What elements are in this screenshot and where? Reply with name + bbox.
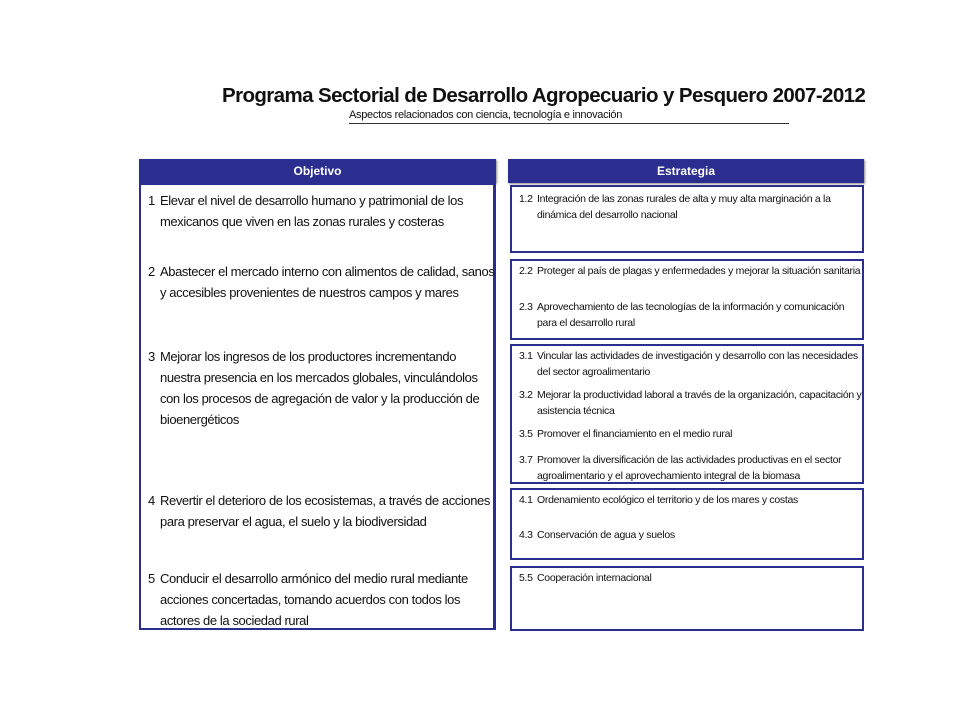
- estrategia-item: [519, 452, 864, 484]
- estrategia-item: [519, 299, 864, 331]
- objetivo-header: Objetivo: [139, 159, 496, 183]
- estrategia-number: 1.2: [519, 193, 533, 205]
- estrategia-text: Integración de las zonas rurales de alta y muy alta marginación a la dinámica del desarrollo nacional: [537, 193, 831, 221]
- objetivo-number: 3: [148, 349, 155, 364]
- estrategia-number: 2.2: [519, 265, 533, 277]
- estrategia-number: 4.3: [519, 529, 533, 541]
- estrategia-item: [519, 191, 864, 223]
- objetivo-text: Conducir el desarrollo armónico del medio rural mediante acciones concertadas, tomando acuerdos con todos los actores de la sociedad rural: [160, 571, 468, 628]
- objetivo-number: 1: [148, 193, 155, 208]
- estrategia-text: Vincular las actividades de investigación y desarrollo con las necesidades del sector agroalimentario: [537, 350, 858, 378]
- objetivo-text: Elevar el nivel de desarrollo humano y patrimonial de los mexicanos que viven en las zonas rurales y costeras: [160, 193, 464, 229]
- estrategia-number: 4.1: [519, 494, 533, 506]
- estrategia-item: [519, 492, 864, 508]
- estrategia-number: 3.1: [519, 350, 533, 362]
- estrategia-number: 5.5: [519, 572, 533, 584]
- estrategia-number: 3.7: [519, 454, 533, 466]
- estrategia-text: Cooperación internacional: [537, 572, 652, 584]
- objetivo-number: 2: [148, 264, 155, 279]
- objetivo-text: Mejorar los ingresos de los productores incrementando nuestra presencia en los mercados globales, vinculándolos con los procesos de agregación de valor y la producción de bioenergéticos: [160, 349, 480, 427]
- estrategia-text: Promover el financiamiento en el medio rural: [537, 428, 733, 440]
- estrategia-item: [519, 426, 864, 442]
- objetivo-item: [148, 346, 496, 430]
- estrategia-item: [519, 570, 864, 586]
- estrategia-item: [519, 348, 864, 380]
- objetivo-item: [148, 490, 496, 532]
- estrategia-text: Mejorar la productividad laboral a través de la organización, capacitación y asistencia técnica: [537, 389, 862, 417]
- objetivo-text: Abastecer el mercado interno con alimentos de calidad, sanos y accesibles provenientes de nuestros campos y mares: [160, 264, 495, 300]
- objetivo-item: [148, 568, 496, 631]
- estrategia-header: Estrategia: [508, 159, 864, 183]
- objetivo-text: Revertir el deterioro de los ecosistemas, a través de acciones para preservar el agua, el suelo y la biodiversidad: [160, 493, 490, 529]
- estrategia-number: 3.2: [519, 389, 533, 401]
- objetivo-number: 4: [148, 493, 155, 508]
- estrategia-text: Conservación de agua y suelos: [537, 529, 675, 541]
- estrategia-number: 2.3: [519, 301, 533, 313]
- objetivo-item: [148, 190, 496, 232]
- estrategia-text: Aprovechamiento de las tecnologías de la información y comunicación para el desarrollo rural: [537, 301, 845, 329]
- objetivo-number: 5: [148, 571, 155, 586]
- estrategia-item: [519, 387, 864, 419]
- estrategia-item: [519, 527, 864, 543]
- estrategia-number: 3.5: [519, 428, 533, 440]
- objetivo-item: [148, 261, 496, 303]
- estrategia-text: Promover la diversificación de las actividades productivas en el sector agroalimentario y el aprovechamiento integral de la biomasa: [537, 454, 842, 482]
- estrategia-text: Ordenamiento ecológico el territorio y de los mares y costas: [537, 494, 798, 506]
- document-subtitle: Aspectos relacionados con ciencia, tecnología e innovación: [349, 109, 789, 124]
- estrategia-text: Proteger al país de plagas y enfermedades y mejorar la situación sanitaria: [537, 265, 861, 277]
- estrategia-item: [519, 263, 864, 279]
- document-title: Programa Sectorial de Desarrollo Agropecuario y Pesquero 2007-2012: [222, 84, 866, 107]
